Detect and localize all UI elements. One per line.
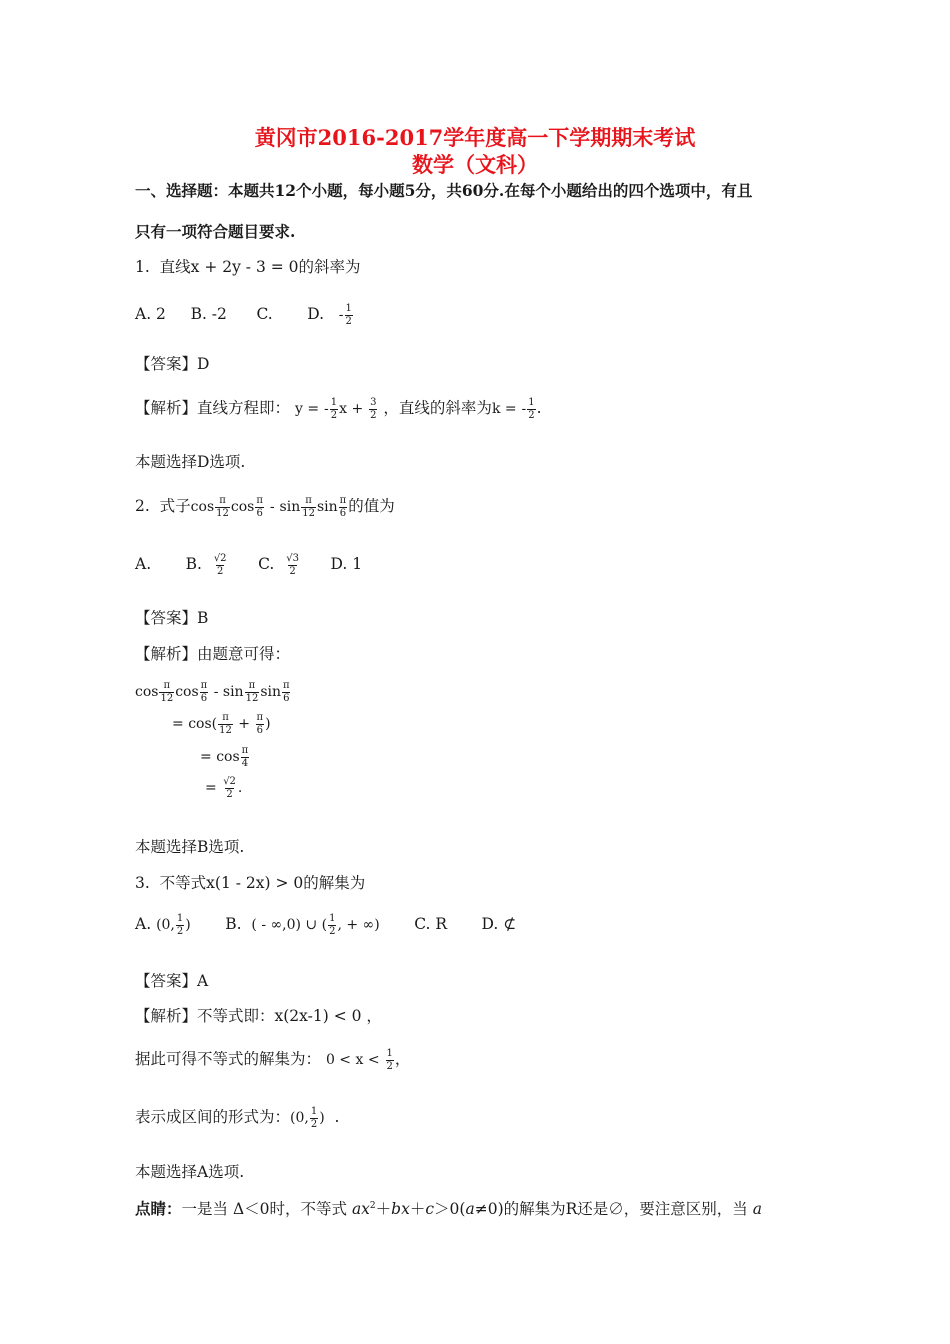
- option-d: D. 1: [330, 555, 363, 573]
- document-subtitle: 数学（文科）: [412, 152, 538, 177]
- q2-derivation-line3: = cos $\frac{\pi}{4}$: [200, 745, 249, 769]
- option-b: B. -2: [190, 305, 227, 323]
- document-title: 黄冈市2016-2017学年度高一下学期期末考试: [254, 125, 696, 150]
- question-3-analysis-line3: 表示成区间的形式为：(0, $\frac{1}{2}$ ) .: [135, 1106, 340, 1130]
- question-1-answer: 【答案】D: [135, 355, 210, 373]
- section-heading-line2: 只有一项符合题目要求.: [135, 222, 296, 241]
- option-d: D. ⊄: [481, 915, 517, 933]
- section-heading-line1: 一、选择题：本题共12个小题，每小题5分，共60分.在每个小题给出的四个选项中，有且: [135, 181, 753, 200]
- option-a: A.: [135, 555, 152, 573]
- question-3-analysis: 【解析】不等式即：x(2x-1) < 0 ，: [135, 1007, 382, 1025]
- question-2-analysis: 【解析】由题意可得：: [135, 645, 291, 663]
- option-d: D. - $\frac{1}{2}$: [307, 303, 352, 327]
- question-2-answer: 【答案】B: [135, 609, 209, 627]
- option-a: A. 2: [135, 305, 166, 323]
- question-1-conclusion: 本题选择D选项.: [135, 453, 246, 471]
- question-1-options: [135, 303, 354, 327]
- option-a: A. (0, $\frac{1}{2}$ ): [135, 913, 191, 937]
- q2-derivation-line2: = cos( $\frac{\pi}{12}$ + $\frac{\pi}{6}$ ): [172, 712, 271, 736]
- question-2-conclusion: 本题选择B选项.: [135, 838, 245, 856]
- question-2-stem: 2. 式子cos $\frac{\pi}{12}$ cos $\frac{\pi}{6}$ - sin $\frac{\pi}{12}$ sin $\frac{\pi}{6}$ 的值为: [135, 495, 395, 519]
- question-1-analysis: 【解析】直线方程即： y = - $\frac{1}{2}$ x + $\frac{3}{2}$ ，直线的斜率为k = - $\frac{1}{2}$ .: [135, 397, 542, 421]
- question-3-conclusion: 本题选择A选项.: [135, 1163, 245, 1181]
- question-2-options: [135, 553, 362, 577]
- option-b: B. $\frac{√2}{2}$: [185, 553, 227, 577]
- question-3-analysis-line2: 据此可得不等式的解集为： 0 < x < $\frac{1}{2}$ ，: [135, 1048, 411, 1072]
- question-3-options: [135, 913, 516, 937]
- question-3-answer: 【答案】A: [135, 972, 209, 990]
- q2-derivation-line4: = $\frac{√2}{2}$ .: [205, 776, 243, 800]
- option-b: B. ( - ∞,0) ∪ ( $\frac{1}{2}$ , + ∞): [225, 913, 380, 937]
- question-3-tip: 点睛：一是当 Δ＜0时，不等式 $ax^2+bx+c>0(a\ne 0)$的解集为R还是∅，要注意区别，当 a: [135, 1199, 762, 1218]
- option-c: C. R: [414, 915, 448, 933]
- option-c: C. $\frac{√3}{2}$: [258, 553, 299, 577]
- option-c: C.: [256, 305, 273, 323]
- question-1-stem: 1. 直线x + 2y - 3 = 0的斜率为: [135, 258, 361, 276]
- question-3-stem: 3. 不等式x(1 - 2x) > 0的解集为: [135, 874, 366, 892]
- q2-derivation-line1: cos $\frac{\pi}{12}$ cos $\frac{\pi}{6}$ - sin $\frac{\pi}{12}$ sin $\frac{\pi}{6}$: [135, 680, 290, 704]
